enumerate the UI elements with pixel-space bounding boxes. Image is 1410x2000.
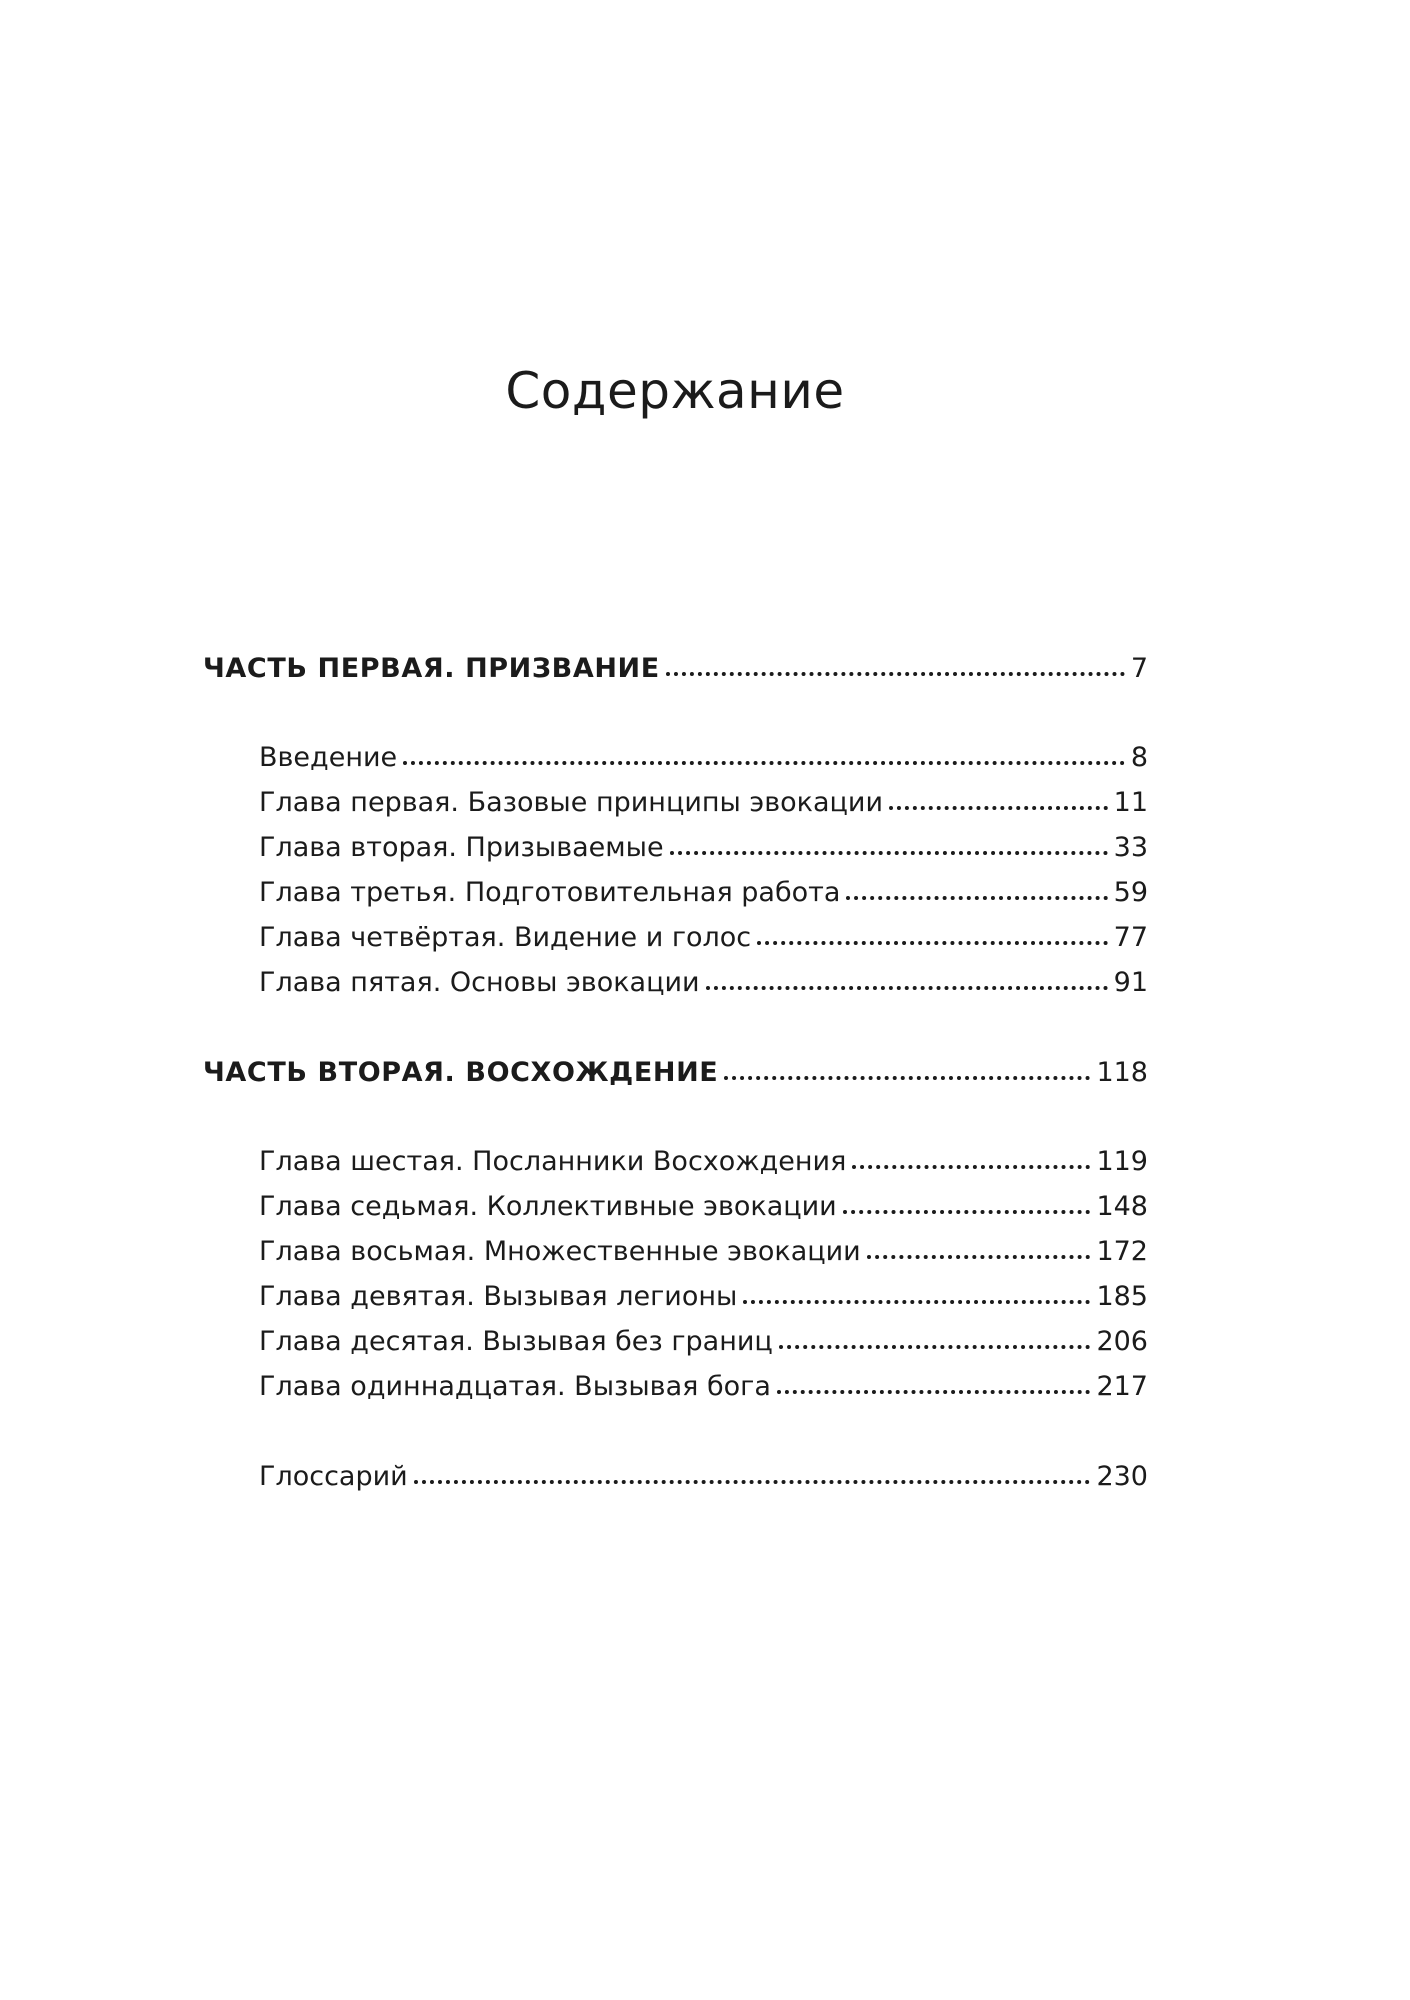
toc-entry [259, 1235, 1148, 1269]
toc-page-number: 77 [1113, 922, 1148, 953]
toc-entry-label: Глава шестая. Посланники Восхождения [259, 1146, 847, 1177]
toc-page-number: 11 [1113, 787, 1148, 818]
toc-page-number: 217 [1096, 1371, 1148, 1402]
toc-page-number: 172 [1096, 1236, 1148, 1267]
toc-entry [259, 876, 1148, 910]
toc-entry [259, 1370, 1148, 1404]
toc-page-number: 185 [1096, 1281, 1148, 1312]
toc-entry-label: Глава вторая. Призываемые [259, 832, 664, 863]
dot-leader [666, 648, 1125, 676]
toc-page-number: 33 [1113, 832, 1148, 863]
toc-page-number: 7 [1130, 653, 1148, 684]
toc-entry-label: Глава седьмая. Коллективные эвокации [259, 1191, 837, 1222]
toc-part-label: ЧАСТЬ ВТОРАЯ. ВОСХОЖДЕНИЕ [203, 1057, 719, 1088]
toc-page-number: 119 [1096, 1146, 1148, 1177]
dot-leader [706, 962, 1108, 990]
page-title: Содержание [505, 362, 845, 420]
toc-page-number: 91 [1113, 967, 1148, 998]
toc-entry [259, 1190, 1148, 1224]
toc-entry-label: Глава десятая. Вызывая без границ [259, 1326, 773, 1357]
dot-leader [777, 1366, 1091, 1394]
toc-entry-label: Глава третья. Подготовительная работа [259, 877, 841, 908]
toc-entry-label: Глава пятая. Основы эвокации [259, 967, 700, 998]
dot-leader [843, 1186, 1091, 1214]
toc-part-label: ЧАСТЬ ПЕРВАЯ. ПРИЗВАНИЕ [203, 653, 660, 684]
toc-entry [259, 921, 1148, 955]
toc-page-number: 206 [1096, 1326, 1148, 1357]
dot-leader [889, 782, 1108, 810]
toc-entry-label: Глава одиннадцатая. Вызывая бога [259, 1371, 771, 1402]
toc-entry-label: Глоссарий [259, 1461, 408, 1492]
dot-leader [670, 827, 1108, 855]
dot-leader [414, 1456, 1091, 1484]
dot-leader [846, 872, 1107, 900]
toc-entry [259, 741, 1148, 775]
toc-glossary [259, 1460, 1148, 1494]
toc-entry [259, 786, 1148, 820]
dot-leader [867, 1231, 1091, 1259]
toc-entry-label: Глава восьмая. Множественные эвокации [259, 1236, 861, 1267]
dot-leader [852, 1141, 1090, 1169]
toc-entry [259, 1325, 1148, 1359]
toc-entry-label: Глава девятая. Вызывая легионы [259, 1281, 738, 1312]
toc-entry [259, 966, 1148, 1000]
toc-page-number: 230 [1096, 1461, 1148, 1492]
toc-page-number: 118 [1096, 1057, 1148, 1088]
dot-leader [724, 1052, 1090, 1080]
toc-entry-label: Глава четвёртая. Видение и голос [259, 922, 752, 953]
toc-page-number: 59 [1113, 877, 1148, 908]
toc-part-two [203, 1056, 1148, 1090]
table-of-contents [203, 0, 1148, 2000]
toc-page-number: 8 [1130, 742, 1148, 773]
toc-entry-label: Глава первая. Базовые принципы эвокации [259, 787, 883, 818]
dot-leader [779, 1321, 1091, 1349]
toc-entry [259, 831, 1148, 865]
toc-entry [259, 1145, 1148, 1179]
dot-leader [757, 917, 1107, 945]
toc-page-number: 148 [1096, 1191, 1148, 1222]
toc-entry [259, 1280, 1148, 1314]
toc-part-one [203, 652, 1148, 686]
dot-leader [403, 737, 1125, 765]
toc-entry-label: Введение [259, 742, 398, 773]
dot-leader [743, 1276, 1090, 1304]
